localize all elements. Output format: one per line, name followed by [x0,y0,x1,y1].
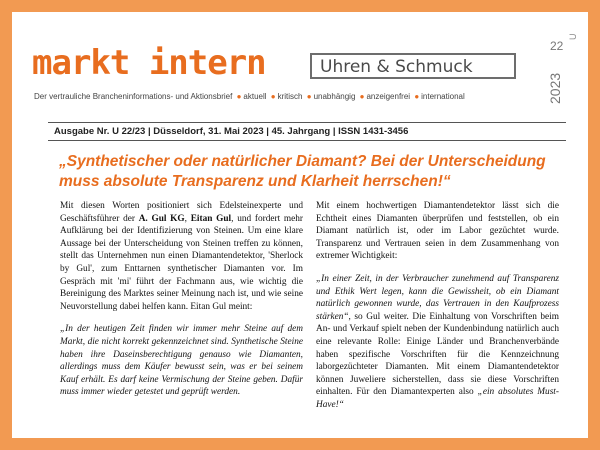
text-run: , und fordert mehr Aufklärung bei der Identifizierung von Steinen. Um eine klare Aussage bei der Unterscheidung von Steinen treffen zu können, stellt das Unternehmen nun einen Diamantendetektor, 'Sherlock by Gul', zum Enttarnen synthetischer Diamanten vor. Im Gespräch mit 'mi' führt der Fachmann aus, wie wichtig die Bereinigung des Marktes seiner Meinung nach ist, und wie seine Neuvorstellung dabei helfen kann. Eitan Gul meint: [60,213,303,312]
tagline-item: aktuell [243,92,267,101]
document-page [12,12,588,438]
person-name: Eitan Gul [190,213,232,224]
tagline-item: anzeigenfrei [366,92,411,101]
body-paragraph: Mit einem hochwertigen Diamantendetektor lässt sich die Echtheit eines Diamanten überprüfen und feststellen, ob ein Diamant natürlich ist, oder im Labor gezüchtet wurde. Transparenz und Vertrauen seien in dem Zusammenhang von extremer Wichtigkeit: [316,201,559,262]
headline: „Synthetischer oder natürlicher Diamant? Bei der Unterscheidung muss absolute Transparenz und Klarheit herrschen!“ [59,153,546,190]
text-run: , so Gul weiter. Die Einhaltung von Vorschriften beim An- und Verkauf spielt neben der Kundenbindung natürlich auch eine relevante Rolle: Einige Länder und Branchenverbände haben spezifische Vorschriften für die Kennzeichnung laborgezüchteter Diamanten. Mit einem Diamantendetektor können Juweliere sicherstellen, dass sie diese Vorschriften einhalten. Für den Diamantexperten also [316,311,559,398]
text-run: , [184,213,191,224]
company-name: A. Gul KG [138,213,185,224]
article-column-left [60,200,303,409]
quote-paragraph [316,273,559,412]
side-mark: U [568,33,578,40]
bullet-icon: ● [270,92,276,101]
subtitle-box [310,53,516,79]
tagline-item: international [421,92,465,101]
quote-paragraph: „In der heutigen Zeit finden wir immer mehr Steine auf dem Markt, die nicht korrekt gekennzeichnet sind. Synthetische Steine haben ihre Daseinsberechtigung genauso wie Diamanten, allerdings muss dem Käufer bewusst sein, was er bei seinem Kauf erhält. Es darf keine Vermischung der Steine geben. Dafür muss immer wieder getestet und geprüft werden. [60,324,303,398]
text-run: Mit diesen Worten positioniert sich Edelsteinexperte und Geschäftsführer der [60,201,303,224]
side-year: 2023 [547,72,563,104]
bullet-icon: ● [306,92,312,101]
quote-text: „ein absolutes Must-Have!“ [316,387,559,410]
bullet-icon: ● [414,92,420,101]
bullet-icon: ● [236,92,242,101]
article-column-right [316,200,559,422]
tagline-item: unabhängig [313,92,356,101]
brand-logo: markt intern [32,43,266,83]
issue-line: Ausgabe Nr. U 22/23 | Düsseldorf, 31. Mai 2023 | 45. Jahrgang | ISSN 1431-3456 [48,122,566,141]
subtitle: Uhren & Schmuck [320,57,473,77]
side-issue-number: 22 [550,39,564,53]
bullet-icon: ● [359,92,365,101]
tagline [34,92,574,101]
intro-paragraph [60,200,303,313]
tagline-intro: Der vertrauliche Brancheninformations- und Aktionsbrief [34,92,233,101]
tagline-item: kritisch [277,92,303,101]
quote-text: „In einer Zeit, in der Verbraucher zunehmend auf Transparenz und Ethik Wert legen, kann die Gewissheit, ob ein Diamant natürlich gewonnen wurde, das Vertrauen in den Kaufprozess stärken“ [316,273,559,322]
